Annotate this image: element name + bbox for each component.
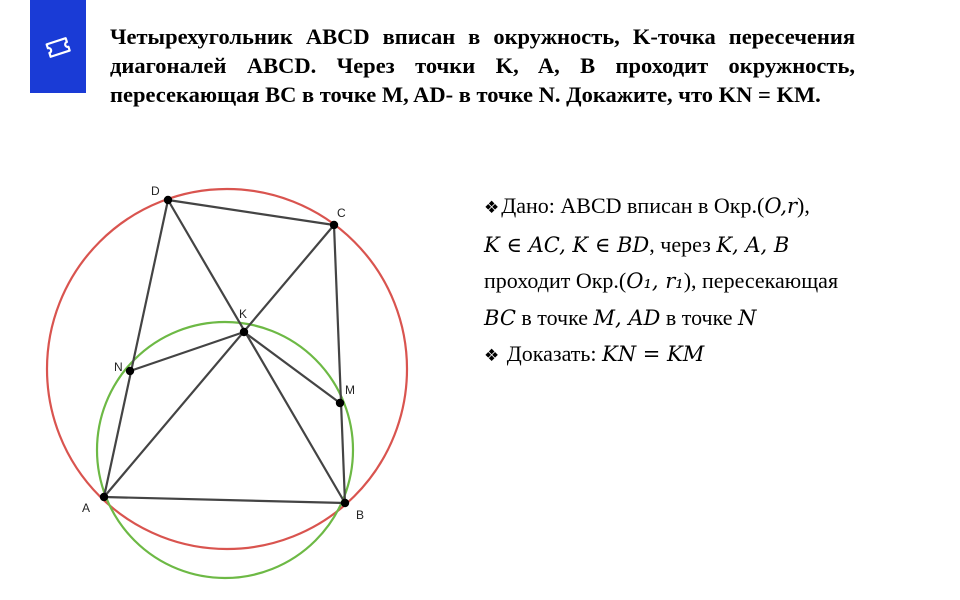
diamond-bullet-icon: ❖ — [484, 198, 500, 218]
segment-bc — [334, 225, 345, 503]
given-line-4: BC в точке M, AD в точке N — [484, 304, 757, 330]
point-b — [341, 499, 349, 507]
label-n: N — [114, 360, 123, 374]
segment-ab — [104, 497, 345, 503]
given-line-5: ❖ Доказать: KN = KM — [484, 341, 705, 366]
segment-da — [104, 200, 168, 497]
point-d — [164, 196, 172, 204]
point-m — [336, 399, 344, 407]
given-block — [484, 188, 924, 375]
label-a: A — [82, 501, 91, 515]
label-c: C — [337, 206, 346, 220]
problem-statement: Четырехугольник ABCD вписан в окружность, K-точка пересечения диагоналей ABCD. Через точки K, A, B проходит окружность, пересекающая BC в точке M, AD- в точке N. Докажите, что KN = KM. — [110, 24, 855, 107]
point-k — [240, 328, 248, 336]
given-line-2: K ∈ AC, K ∈ BD, через K, A, B — [484, 231, 790, 257]
given-line-1: ❖Дано: ABCD вписан в Окр.(O,r), — [484, 193, 810, 218]
given-line-3: проходит Окр.(O₁, r₁), пересекающая — [484, 268, 839, 293]
label-k: K — [239, 307, 248, 321]
label-d: D — [151, 184, 160, 198]
diamond-bullet-icon: ❖ — [484, 346, 500, 366]
diagonal-bd — [168, 200, 345, 503]
label-b: B — [356, 508, 365, 522]
label-m: M — [345, 383, 355, 397]
diagonal-ac — [104, 225, 334, 497]
point-c — [330, 221, 338, 229]
segment-km — [244, 332, 340, 403]
point-n — [126, 367, 134, 375]
segment-cd — [168, 200, 334, 225]
point-a — [100, 493, 108, 501]
